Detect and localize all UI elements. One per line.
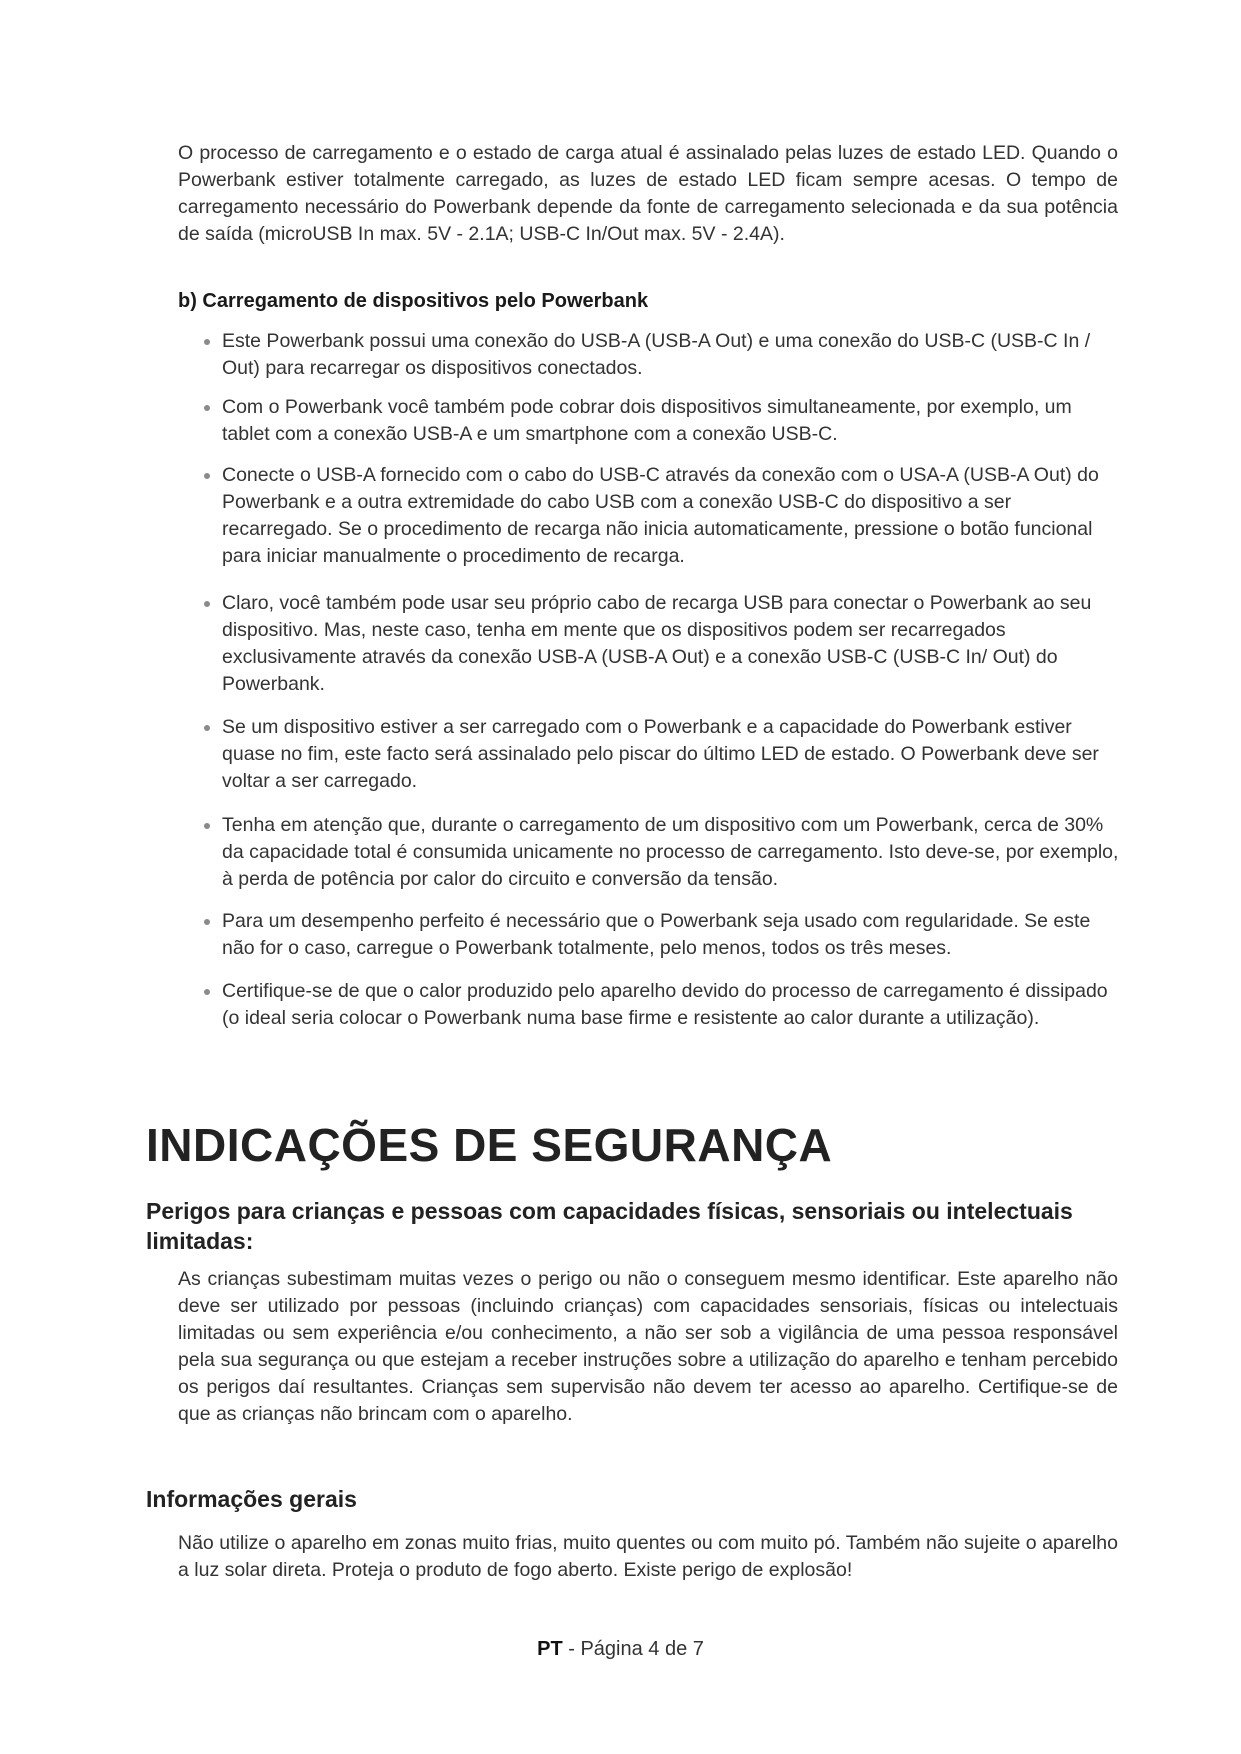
list-item	[200, 978, 1120, 1032]
page-number: - Página 4 de 7	[568, 1638, 704, 1660]
bullet-icon	[204, 473, 210, 479]
general-info-paragraph: Não utilize o aparelho em zonas muito frias, muito quentes ou com muito pó. Também não sujeite o aparelho a luz solar direta. Proteja o produto de fogo aberto. Existe perigo de explosão!	[178, 1532, 1118, 1581]
list-item-text: Certifique-se de que o calor produzido pelo aparelho devido do processo de carregamento é dissipado (o ideal seria colocar o Powerbank numa base firme e resistente ao calor durante a utilização).	[222, 980, 1108, 1029]
bullet-icon	[204, 725, 210, 731]
list-item-text: Claro, você também pode usar seu próprio cabo de recarga USB para conectar o Powerbank ao seu dispositivo. Mas, neste caso, tenha em mente que os dispositivos podem ser recarregados exclusivamente através da conexão USB-A (USB-A Out) e a conexão USB-C (USB-C In/ Out) do Powerbank.	[222, 592, 1092, 695]
bullet-icon	[204, 405, 210, 411]
bullet-icon	[204, 823, 210, 829]
list-item	[200, 714, 1120, 795]
list-item-text: Para um desempenho perfeito é necessário que o Powerbank seja usado com regularidade. Se este não for o caso, carregue o Powerbank totalmente, pelo menos, todos os três meses.	[222, 910, 1091, 959]
bullet-icon	[204, 339, 210, 345]
general-info-heading: Informações gerais	[146, 1486, 357, 1512]
bullet-icon	[204, 601, 210, 607]
language-code: PT	[537, 1638, 563, 1660]
intro-paragraph: O processo de carregamento e o estado de carga atual é assinalado pelas luzes de estado LED. Quando o Powerbank estiver totalmente carregado, as luzes de estado LED ficam sempre acesas. O tempo de carregamento necessário do Powerbank depende da fonte de carregamento selecionada e da sua potência de saída (microUSB In max. 5V - 2.1A; USB-C In/Out max. 5V - 2.4A).	[178, 142, 1118, 245]
children-danger-heading: Perigos para crianças e pessoas com capacidades físicas, sensoriais ou intelectuais limitadas:	[146, 1198, 1073, 1254]
bullet-icon	[204, 989, 210, 995]
list-item	[200, 394, 1120, 448]
children-danger-paragraph: As crianças subestimam muitas vezes o perigo ou não o conseguem mesmo identificar. Este aparelho não deve ser utilizado por pessoas (incluindo crianças) com capacidades sensoriais, físicas ou intelectuais limitadas ou sem experiência e/ou conhecimento, a não ser sob a vigilância de uma pessoa responsável pela sua segurança ou que estejam a receber instruções sobre a utilização do aparelho e tenham percebido os perigos daí resultantes. Crianças sem supervisão não devem ter acesso ao aparelho. Certifique-se de que as crianças não brincam com o aparelho.	[178, 1268, 1118, 1425]
intro-section	[178, 140, 1118, 248]
children-danger-section	[178, 1266, 1118, 1428]
bullet-icon	[204, 919, 210, 925]
list-item	[200, 812, 1120, 893]
list-item	[200, 590, 1120, 698]
list-item-text: Este Powerbank possui uma conexão do USB-A (USB-A Out) e uma conexão do USB-C (USB-C In / Out) para recarregar os dispositivos conectados.	[222, 330, 1091, 379]
section-b-title: b) Carregamento de dispositivos pelo Powerbank	[178, 290, 649, 312]
page-title: INDICAÇÕES DE SEGURANÇA	[146, 1119, 833, 1171]
list-item-text: Conecte o USB-A fornecido com o cabo do USB-C através da conexão com o USA-A (USB-A Out) do Powerbank e a outra extremidade do cabo USB com a conexão USB-C do dispositivo a ser recarregado. Se o procedimento de recarga não inicia automaticamente, pressione o botão funcional para iniciar manualmente o procedimento de recarga.	[222, 464, 1099, 567]
page-footer	[0, 1638, 1241, 1661]
list-item	[200, 908, 1120, 962]
list-item-text: Tenha em atenção que, durante o carregamento de um dispositivo com um Powerbank, cerca de 30% da capacidade total é consumida unicamente no processo de carregamento. Isto deve-se, por exemplo, à perda de potência por calor do circuito e conversão da tensão.	[222, 814, 1119, 890]
list-item-text: Com o Powerbank você também pode cobrar dois dispositivos simultaneamente, por exemplo, um tablet com a conexão USB-A e um smartphone com a conexão USB-C.	[222, 396, 1072, 445]
list-item-text: Se um dispositivo estiver a ser carregado com o Powerbank e a capacidade do Powerbank estiver quase no fim, este facto será assinalado pelo piscar do último LED de estado. O Powerbank deve ser voltar a ser carregado.	[222, 716, 1099, 792]
list-item	[200, 328, 1120, 382]
general-info-section	[178, 1530, 1118, 1584]
list-item	[200, 462, 1120, 570]
